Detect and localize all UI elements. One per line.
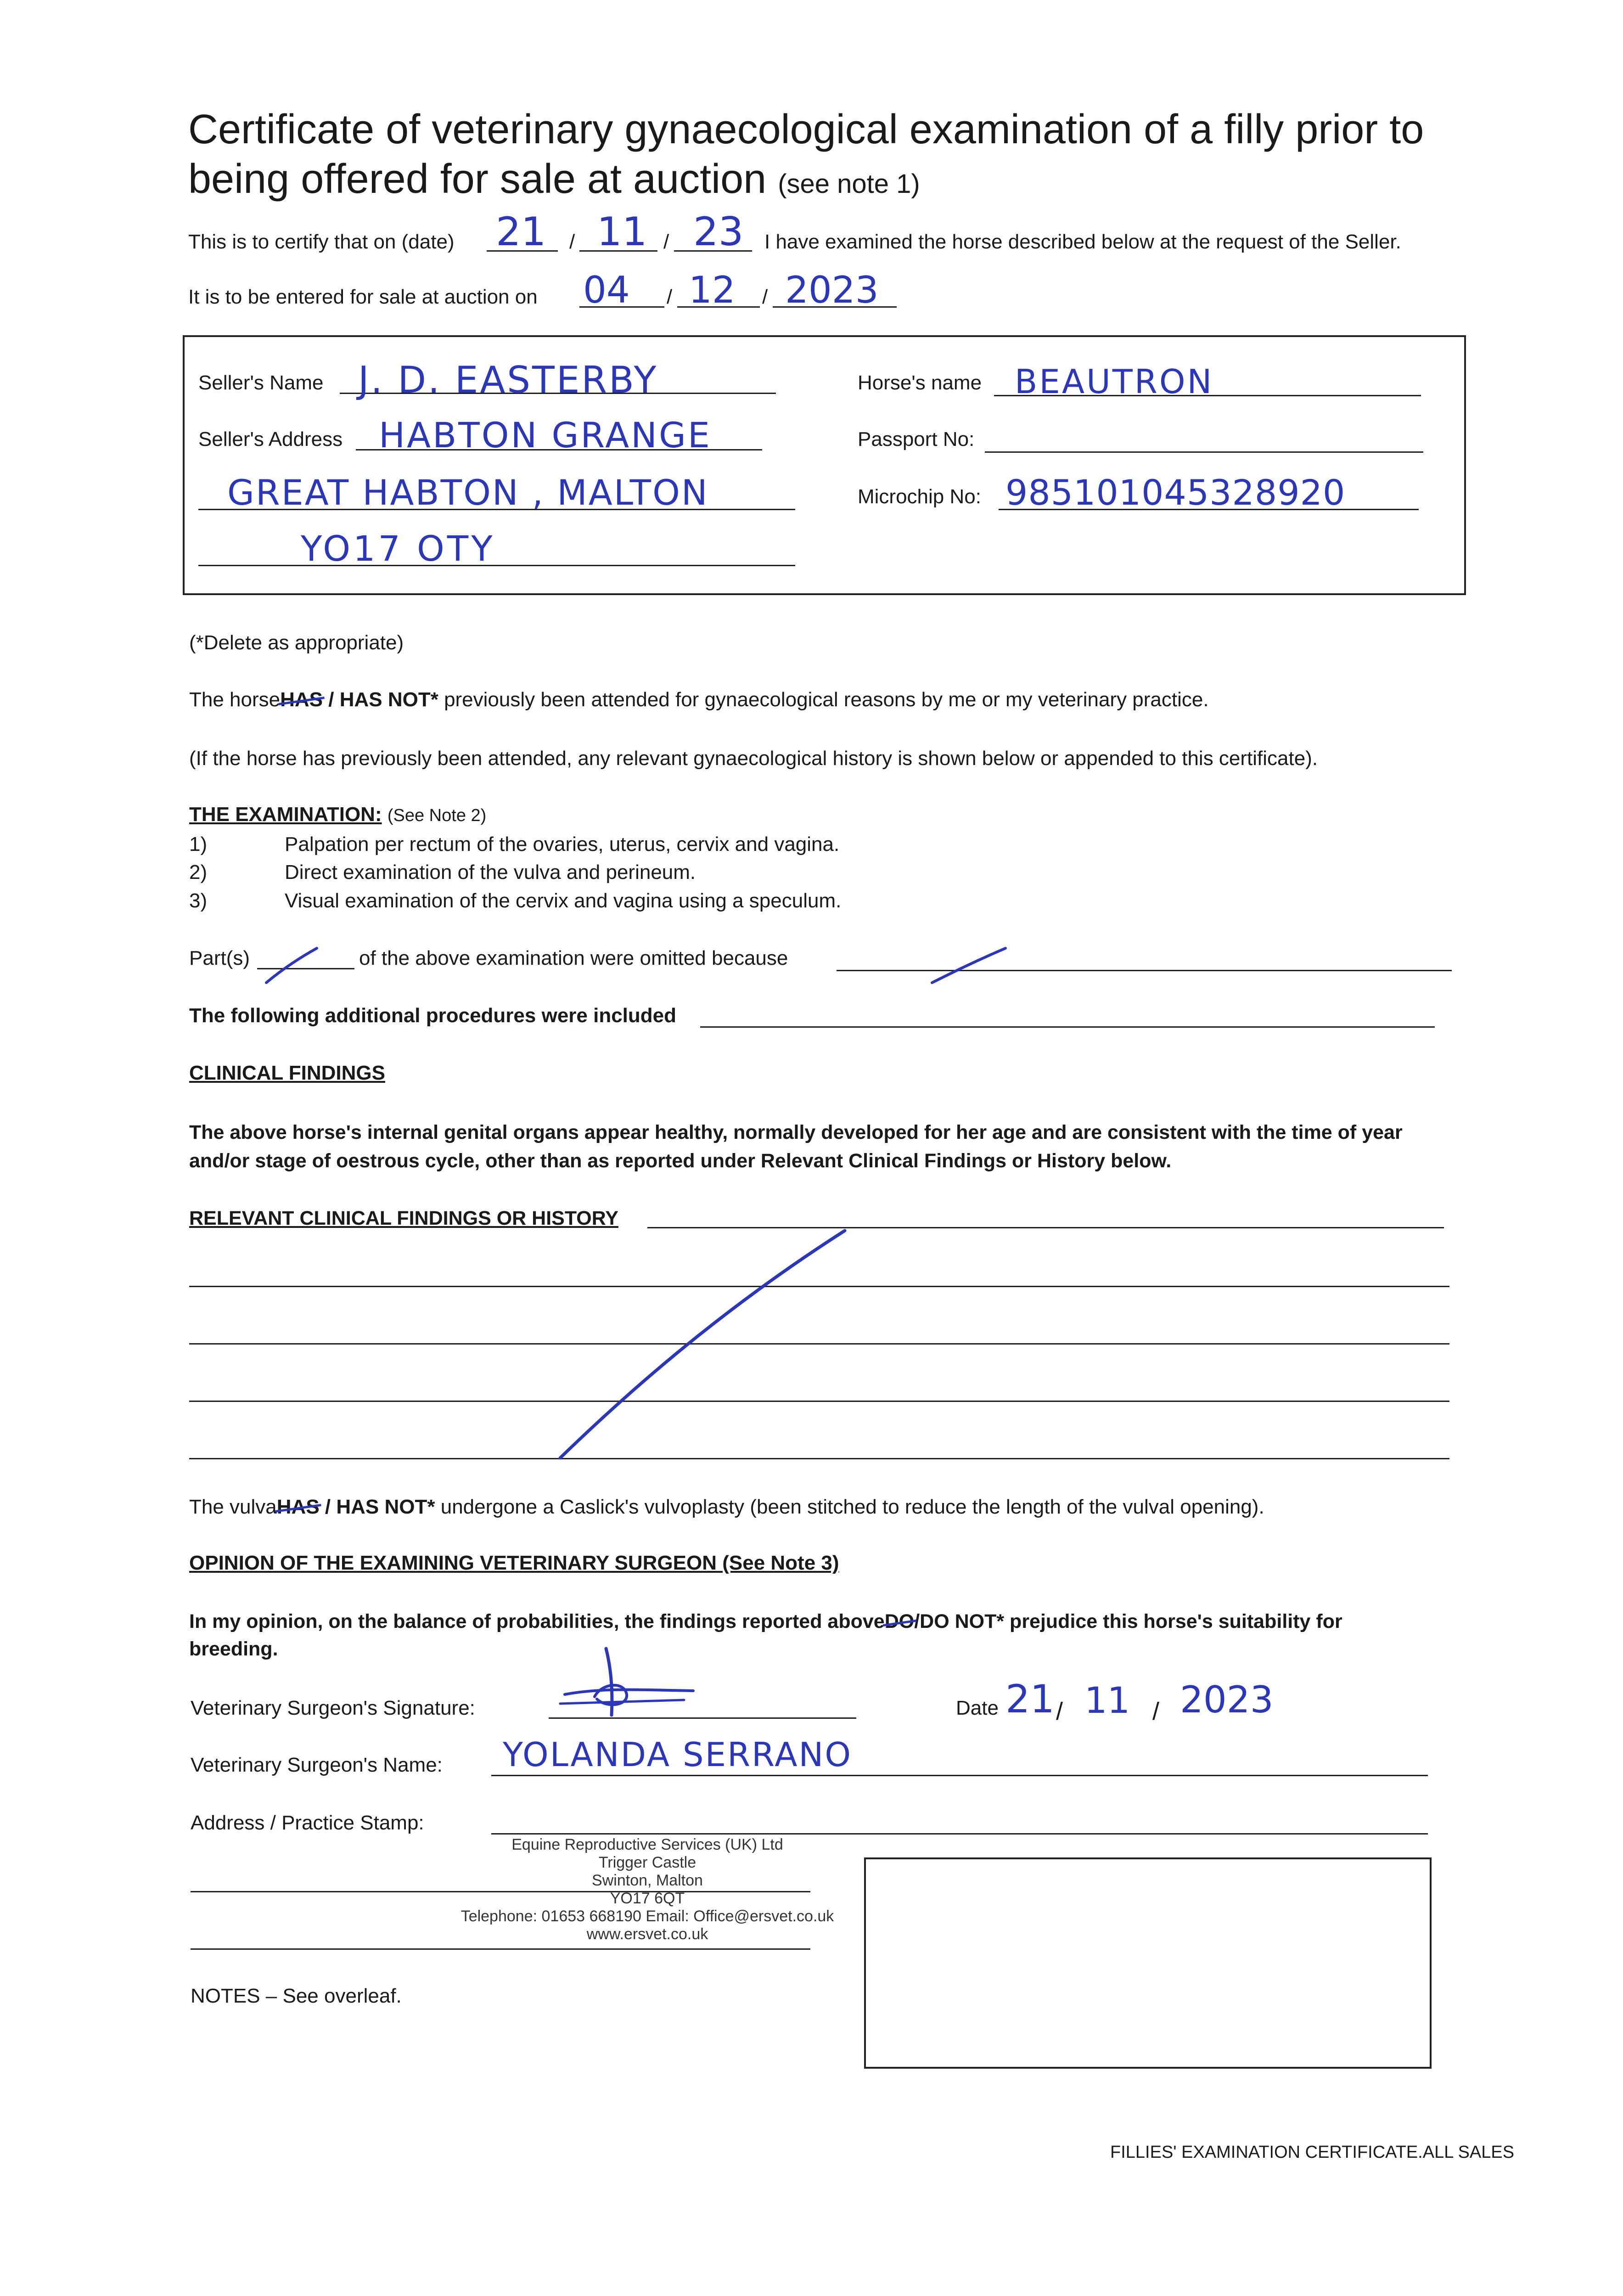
signature-date-month[interactable]: 11 [1084, 1680, 1130, 1722]
exam-item-2: 2) Direct examination of the vulva and perineum. [189, 861, 696, 884]
auction-year[interactable]: 2023 [785, 269, 879, 311]
opinion-heading: OPINION OF THE EXAMINING VETERINARY SURGEON (See Note 3) [189, 1552, 839, 1574]
microchip-value[interactable]: 985101045328920 [1005, 472, 1346, 513]
auction-day[interactable]: 04 [583, 269, 630, 311]
opinion-do-not: DO NOT* [920, 1610, 1005, 1632]
vulva-has-not: HAS NOT* [336, 1496, 435, 1518]
seller-address-line3[interactable]: YO17 OTY [301, 528, 495, 569]
stamp-label: Address / Practice Stamp: [191, 1812, 424, 1834]
history-note: (If the horse has previously been attended, any relevant gynaecological history is shown below or appended to this certificate). [189, 747, 1318, 770]
parts-strike-mark [257, 937, 321, 987]
title-note: (see note 1) [778, 169, 920, 199]
opinion-line1: In my opinion, on the balance of probabilities, the findings reported aboveDO/DO NOT* prejudice this horse's suitability for [189, 1610, 1342, 1632]
clinical-statement-2: and/or stage of oestrous cycle, other than as reported under Relevant Clinical Findings or History below. [189, 1150, 1172, 1172]
examination-heading: THE EXAMINATION: (See Note 2) [189, 803, 487, 826]
relevant-heading: RELEVANT CLINICAL FINDINGS OR HISTORY [189, 1207, 618, 1229]
certify-day[interactable]: 21 [496, 209, 546, 255]
horse-name-label: Horse's name [858, 371, 982, 394]
title-line1: Certificate of veterinary gynaecological examination of a filly prior to [188, 107, 1424, 152]
surgeon-name-label: Veterinary Surgeon's Name: [191, 1754, 443, 1776]
practice-stamp: Equine Reproductive Services (UK) Ltd Trigger Castle Swinton, Malton YO17 6QT Telephone: 01653 668190 Email: Office@ersvet.co.uk www.ersvet.co.uk [461, 1836, 834, 1943]
attended-line: The horseHAS / HAS NOT* previously been attended for gynaecological reasons by me or my veterinary practice. [189, 688, 1209, 711]
auction-month[interactable]: 12 [689, 269, 736, 311]
signature-mark [546, 1639, 702, 1722]
attended-has-struck: HAS [280, 688, 323, 711]
seller-address-label: Seller's Address [198, 428, 343, 450]
certify-year[interactable]: 23 [693, 209, 744, 255]
certify-suffix: I have examined the horse described below at the request of the Seller. [764, 231, 1401, 253]
seller-address-line1[interactable]: HABTON GRANGE [379, 415, 712, 456]
stamp-box[interactable] [864, 1857, 1432, 2069]
signature-label: Veterinary Surgeon's Signature: [191, 1697, 475, 1719]
additional-label: The following additional procedures were included [189, 1004, 677, 1027]
seller-name-value[interactable]: J. D. EASTERBY [358, 359, 658, 401]
parts-middle: of the above examination were omitted because [359, 947, 788, 969]
opinion-do-struck: DO [884, 1610, 915, 1632]
seller-address-line2[interactable]: GREAT HABTON , MALTON [227, 472, 709, 513]
exam-item-3: 3) Visual examination of the cervix and vagina using a speculum. [189, 889, 842, 912]
certify-prefix: This is to certify that on (date) [188, 231, 455, 253]
clinical-heading: CLINICAL FINDINGS [189, 1062, 385, 1084]
vulva-line: The vulvaHAS / HAS NOT* undergone a Caslick's vulvoplasty (been stitched to reduce the length of the vulval opening). [189, 1496, 1264, 1518]
attended-has-not: HAS NOT* [339, 688, 438, 711]
surgeon-name-value[interactable]: YOLANDA SERRANO [503, 1735, 853, 1774]
footer-label: FILLIES' EXAMINATION CERTIFICATE.ALL SALES [1110, 2143, 1515, 2162]
reason-strike-mark [923, 937, 1015, 987]
exam-item-1: 1) Palpation per rectum of the ovaries, uterus, cervix and vagina. [189, 833, 840, 855]
title-line2: being offered for sale at auction [188, 156, 767, 202]
parts-prefix: Part(s) [189, 947, 250, 969]
delete-note: (*Delete as appropriate) [189, 631, 404, 654]
signature-date-label: Date [956, 1697, 999, 1719]
vulva-has-struck: HAS [276, 1496, 320, 1518]
passport-label: Passport No: [858, 428, 975, 450]
seller-name-label: Seller's Name [198, 371, 324, 394]
certify-month[interactable]: 11 [597, 209, 647, 255]
notes-label: NOTES – See overleaf. [191, 1985, 402, 2007]
findings-strike-mark [546, 1221, 859, 1469]
signature-date-year[interactable]: 2023 [1180, 1678, 1274, 1721]
microchip-label: Microchip No: [858, 485, 981, 508]
clinical-statement-1: The above horse's internal genital organs appear healthy, normally developed for her age and are consistent with the time of year [189, 1121, 1403, 1143]
auction-prefix: It is to be entered for sale at auction on [188, 286, 538, 308]
horse-name-value[interactable]: BEAUTRON [1015, 362, 1214, 401]
opinion-line2: breeding. [189, 1638, 278, 1660]
signature-date-day[interactable]: 21 [1005, 1677, 1055, 1722]
page-title [188, 105, 1566, 204]
